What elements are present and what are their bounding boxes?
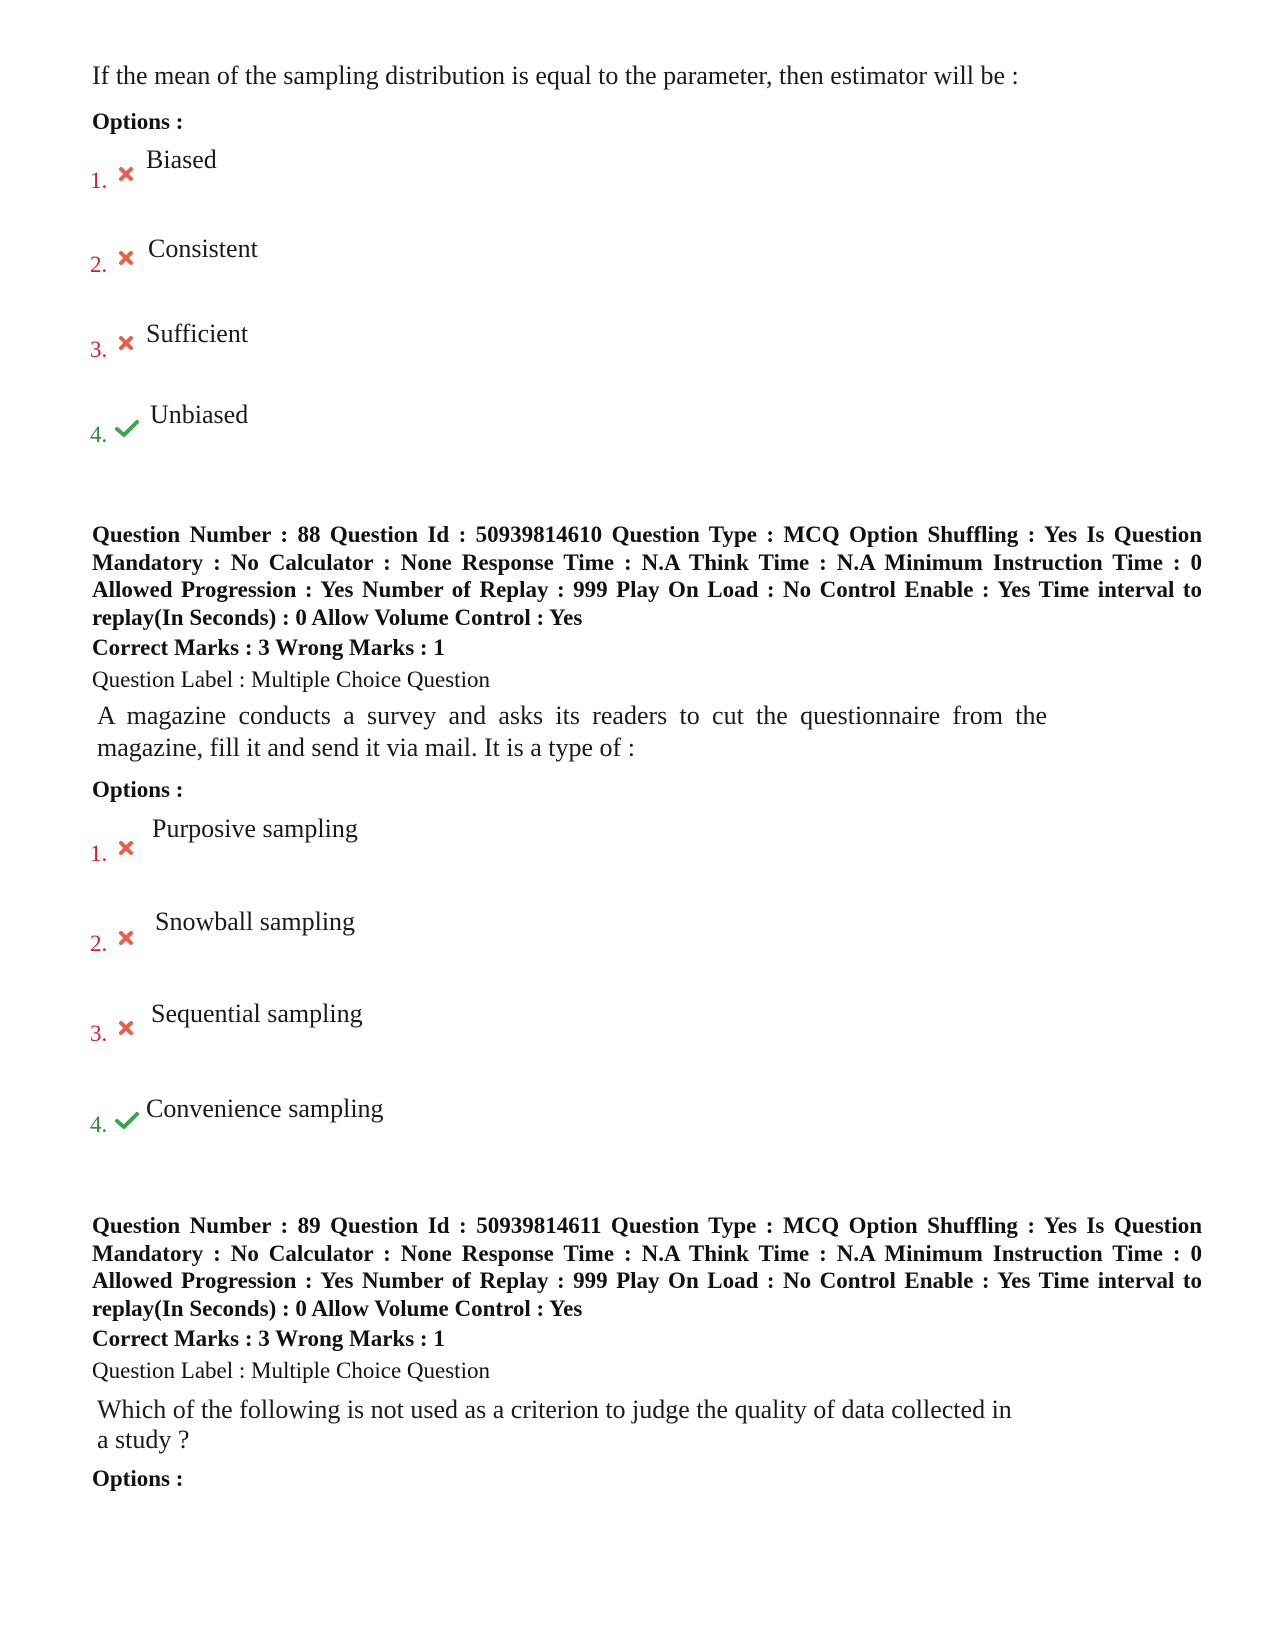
cross-icon [116,333,136,353]
question-meta: Question Number : 88 Question Id : 50939814610 Question Type : MCQ Option Shuffling : Yes Is Question Mandatory : No Calculator : None Response Time : N.A Think Time : N.A Minimum Instruction Time : 0 Allowed Progression : Yes Number of Replay : 999 Play On Load : No Control Enable : Yes Time interval to replay(In Seconds) : 0 Allow Volume Control : Yes [92,522,1202,630]
question-marks: Correct Marks : 3 Wrong Marks : 1 [92,635,445,660]
option-number: 1. [90,168,108,193]
cross-icon [116,928,136,948]
cross-icon [116,838,136,858]
option-text: Convenience sampling [146,1094,384,1123]
option-number: 1. [90,841,108,866]
option-text: Purposive sampling [152,814,358,843]
question-marks: Correct Marks : 3 Wrong Marks : 1 [92,1326,445,1351]
cross-icon [116,164,136,184]
option-number: 3. [90,1021,108,1046]
option-text: Sufficient [146,319,249,348]
options-heading: Options : [92,109,184,134]
question-label: Question Label : Multiple Choice Question [92,667,490,692]
option-number: 2. [90,931,108,956]
options-heading: Options : [92,1466,184,1491]
cross-icon [116,248,136,268]
option-text: Consistent [148,234,258,263]
check-icon [114,418,140,438]
option-number: 4. [90,1112,108,1137]
option-number: 3. [90,337,108,362]
question-text-line: A magazine conducts a survey and asks its readers to cut the questionnaire from the [97,701,1047,730]
question-label: Question Label : Multiple Choice Question [92,1358,490,1383]
question-text-line: Which of the following is not used as a criterion to judge the quality of data collected in [97,1395,1012,1424]
question-text: If the mean of the sampling distribution is equal to the parameter, then estimator will be : [92,61,1019,90]
option-number: 4. [90,422,108,447]
option-text: Biased [146,145,217,174]
question-meta: Question Number : 89 Question Id : 50939814611 Question Type : MCQ Option Shuffling : Yes Is Question Mandatory : No Calculator : None Response Time : N.A Think Time : N.A Minimum Instruction Time : 0 Allowed Progression : Yes Number of Replay : 999 Play On Load : No Control Enable : Yes Time interval to replay(In Seconds) : 0 Allow Volume Control : Yes [92,1213,1202,1321]
question-text-line: a study ? [97,1425,190,1454]
option-text: Snowball sampling [155,907,356,936]
cross-icon [116,1018,136,1038]
option-text: Sequential sampling [151,999,363,1028]
question-text-line: magazine, fill it and send it via mail. It is a type of : [97,733,635,762]
option-text: Unbiased [150,400,249,429]
option-number: 2. [90,252,108,277]
options-heading: Options : [92,777,184,802]
check-icon [114,1110,140,1130]
